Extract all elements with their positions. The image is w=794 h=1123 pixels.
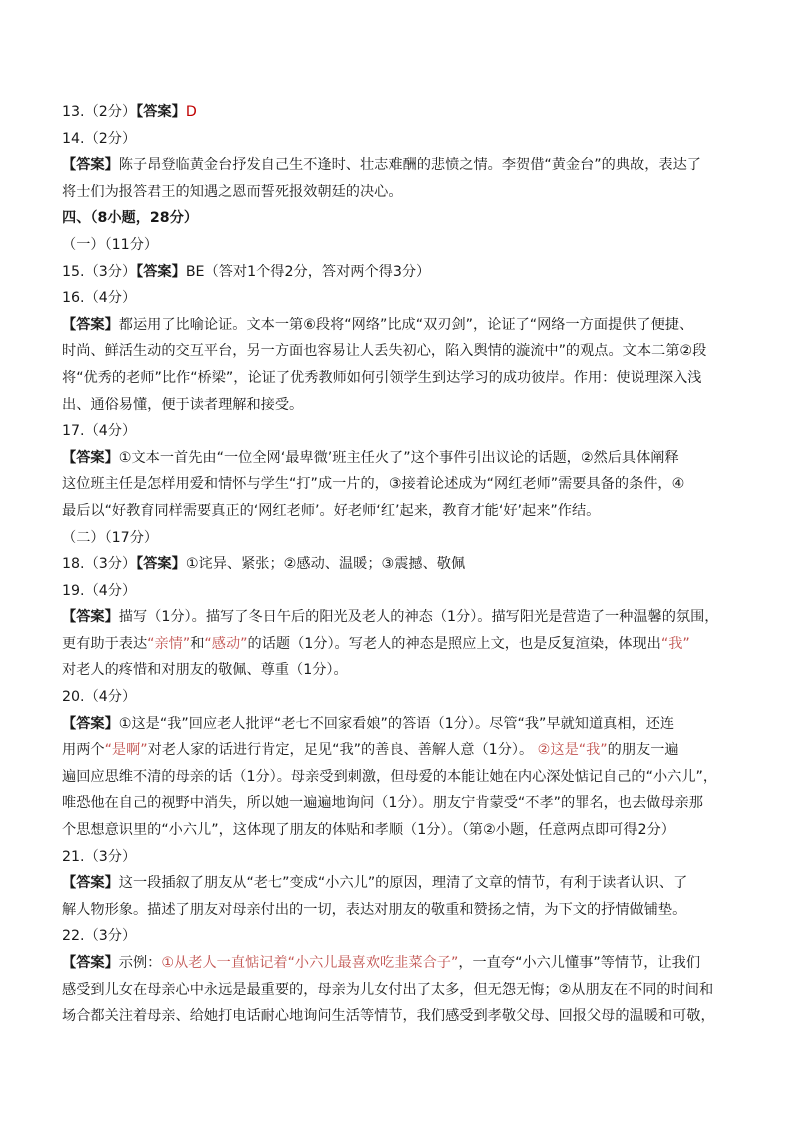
text-segment: D <box>185 104 197 120</box>
text-segment: 都运用了比喻论证。文本一第⑥段将“网络”比成“双刃剑”，论证了“网络一方面提供了便捷、 <box>118 316 694 333</box>
text-segment: 【答案】 <box>62 157 119 174</box>
text-segment: 个思想意识里的“小六儿”，这体现了朋友的体贴和孝顺（1分）。（第②小题，任意两点即可得2分） <box>62 822 675 839</box>
text-segment: 【答案】 <box>62 715 119 732</box>
text-segment: 描写（1分）。描写了冬日午后的阳光及老人的神态（1分）。描写阳光是营造了一种温馨的氛围， <box>118 609 719 626</box>
text-segment: ①文本一首先由“一位全网‘最卑微’班主任火了”这个事件引出议论的话题，②然后具体阐释 <box>118 449 679 466</box>
text-line <box>62 471 737 498</box>
text-segment: 将士们为报答君王的知遇之恩而誓死报效朝廷的决心。 <box>62 183 403 200</box>
text-segment: 22.（3分） <box>62 928 137 945</box>
text-line <box>62 923 737 950</box>
text-segment: 【答案】 <box>62 609 119 626</box>
text-segment: 最后以“好教育同样需要真正的‘网红老师’。好老师‘红’起来，教育才能‘好’起来”作结。 <box>62 502 601 519</box>
text-segment: 【答案】 <box>62 875 119 892</box>
text-line <box>62 338 737 365</box>
text-line <box>62 844 737 871</box>
text-segment: 【答案】 <box>136 263 186 280</box>
text-segment: （一）（11分） <box>62 236 159 253</box>
text-segment: ①从老人一直惦记着“小六儿最喜欢吃韭菜合子” <box>161 955 459 971</box>
text-line <box>62 392 737 419</box>
text-line <box>62 737 737 764</box>
text-segment: “是啊” <box>104 742 148 759</box>
text-segment: 用两个 <box>62 742 105 759</box>
text-line <box>62 604 737 631</box>
text-line <box>62 365 737 392</box>
text-line <box>62 285 737 312</box>
text-segment: 16.（4分） <box>62 290 137 307</box>
text-line <box>62 950 737 977</box>
text-line <box>62 232 737 259</box>
answer-sheet <box>62 99 737 1030</box>
text-segment: 【答案】 <box>62 449 119 466</box>
text-segment: （二）（17分） <box>62 529 159 546</box>
text-line <box>62 631 737 658</box>
text-line <box>62 897 737 924</box>
text-segment: 陈子昂登临黄金台抒发自己生不逢时、壮志难酬的悲愤之情。李贺借“黄金台”的典故，表达了 <box>118 157 701 174</box>
text-line <box>62 764 737 791</box>
text-line <box>62 870 737 897</box>
text-segment: 15.（3分） <box>62 263 137 280</box>
text-segment: ，一直夸“小六儿懂事”等情节，让我们 <box>458 955 701 971</box>
text-segment: 的朋友一遍 <box>607 742 679 759</box>
text-line <box>62 205 737 232</box>
text-line <box>62 525 737 552</box>
text-line <box>62 152 737 179</box>
text-line <box>62 657 737 684</box>
text-segment: 场合都关注着母亲、给她打电话耐心地询问生活等情节，我们感受到孝敬父母、回报父母的温暖和可敬， <box>62 1008 715 1025</box>
text-segment: 的话题（1分）。写老人的神态是照应上文，也是反复渲染，体现出 <box>247 635 661 652</box>
text-segment: 这一段插叙了朋友从“老七”变成“小六儿”的原因，理清了文章的情节，有利于读者认识、了 <box>118 875 688 892</box>
text-line <box>62 312 737 339</box>
text-segment: 13.（2分） <box>62 104 137 120</box>
text-segment: “感动” <box>204 635 248 652</box>
text-segment: 时尚、鲜活生动的交互平台，另一方面也容易让人丢失初心，陷入舆情的漩流中”的观点。文本二第②段 <box>62 343 707 360</box>
text-line <box>62 418 737 445</box>
text-segment: “我” <box>660 635 690 652</box>
text-line <box>62 126 737 153</box>
text-line <box>62 1003 737 1030</box>
text-line <box>62 179 737 206</box>
text-segment: 示例： <box>118 955 162 971</box>
text-segment: BE（答对1个得2分，答对两个得3分） <box>185 263 431 280</box>
text-segment: 这位班主任是怎样用爱和情怀与学生“打”成一片的，③接着论述成为“网红老师”需要具备的条件，④ <box>62 476 685 493</box>
text-segment: 【答案】 <box>136 556 186 573</box>
text-segment: 解人物形象。描述了朋友对母亲付出的一切，表达对朋友的敬重和赞扬之情，为下文的抒情做铺垫。 <box>62 901 687 918</box>
text-segment: 14.（2分） <box>62 130 137 147</box>
text-segment: ②这是“我” <box>537 742 608 759</box>
text-segment: 21.（3分） <box>62 848 137 865</box>
text-line <box>62 259 737 286</box>
text-segment: ①这是“我”回应老人批评“老七不回家看娘”的答语（1分）。尽管“我”早就知道真相，还连 <box>118 715 675 732</box>
text-segment: 【答案】 <box>136 104 186 120</box>
text-line <box>62 817 737 844</box>
text-segment: 出、通俗易懂，便于读者理解和接受。 <box>62 396 304 413</box>
text-line <box>62 977 737 1004</box>
text-segment: “亲情” <box>147 635 191 652</box>
text-segment: 20.（4分） <box>62 689 137 706</box>
text-line <box>62 498 737 525</box>
text-segment: 更有助于表达 <box>62 635 148 652</box>
text-segment: ①诧异、紧张；②感动、温暖；③震撼、敬佩 <box>185 556 466 573</box>
text-line <box>62 578 737 605</box>
text-line <box>62 99 737 126</box>
text-segment: 18.（3分） <box>62 556 137 573</box>
text-segment: 19.（4分） <box>62 582 137 599</box>
text-line <box>62 445 737 472</box>
text-segment: 唯恐他在自己的视野中消失，所以她一遍遍地询问（1分）。朋友宁肯蒙受“不孝”的罪名，也去做母亲那 <box>62 795 703 812</box>
text-line <box>62 711 737 738</box>
text-segment: 将“优秀的老师”比作“桥梁”，论证了优秀教师如何引领学生到达学习的成功彼岸。作用：使说理深入浅 <box>62 369 702 386</box>
text-segment: 四、（8小题，28分） <box>62 210 199 227</box>
text-segment: 17.（4分） <box>62 423 137 440</box>
text-segment: 和 <box>190 635 205 652</box>
text-segment: 对老人家的话进行肯定，足见“我”的善良、善解人意（1分）。 <box>147 742 538 759</box>
text-segment: 【答案】 <box>62 955 119 971</box>
text-segment: 感受到儿女在母亲心中永远是最重要的，母亲为儿女付出了太多，但无怨无悔；②从朋友在不同的时间和 <box>62 981 714 998</box>
text-line <box>62 684 737 711</box>
text-segment: 【答案】 <box>62 316 119 333</box>
text-segment: 遍回应思维不清的母亲的话（1分）。母亲受到刺激，但母爱的本能让她在内心深处惦记自己的“小六儿”， <box>62 768 718 785</box>
text-line <box>62 551 737 578</box>
text-segment: 对老人的疼惜和对朋友的敬佩、尊重（1分）。 <box>62 662 348 679</box>
text-line <box>62 790 737 817</box>
